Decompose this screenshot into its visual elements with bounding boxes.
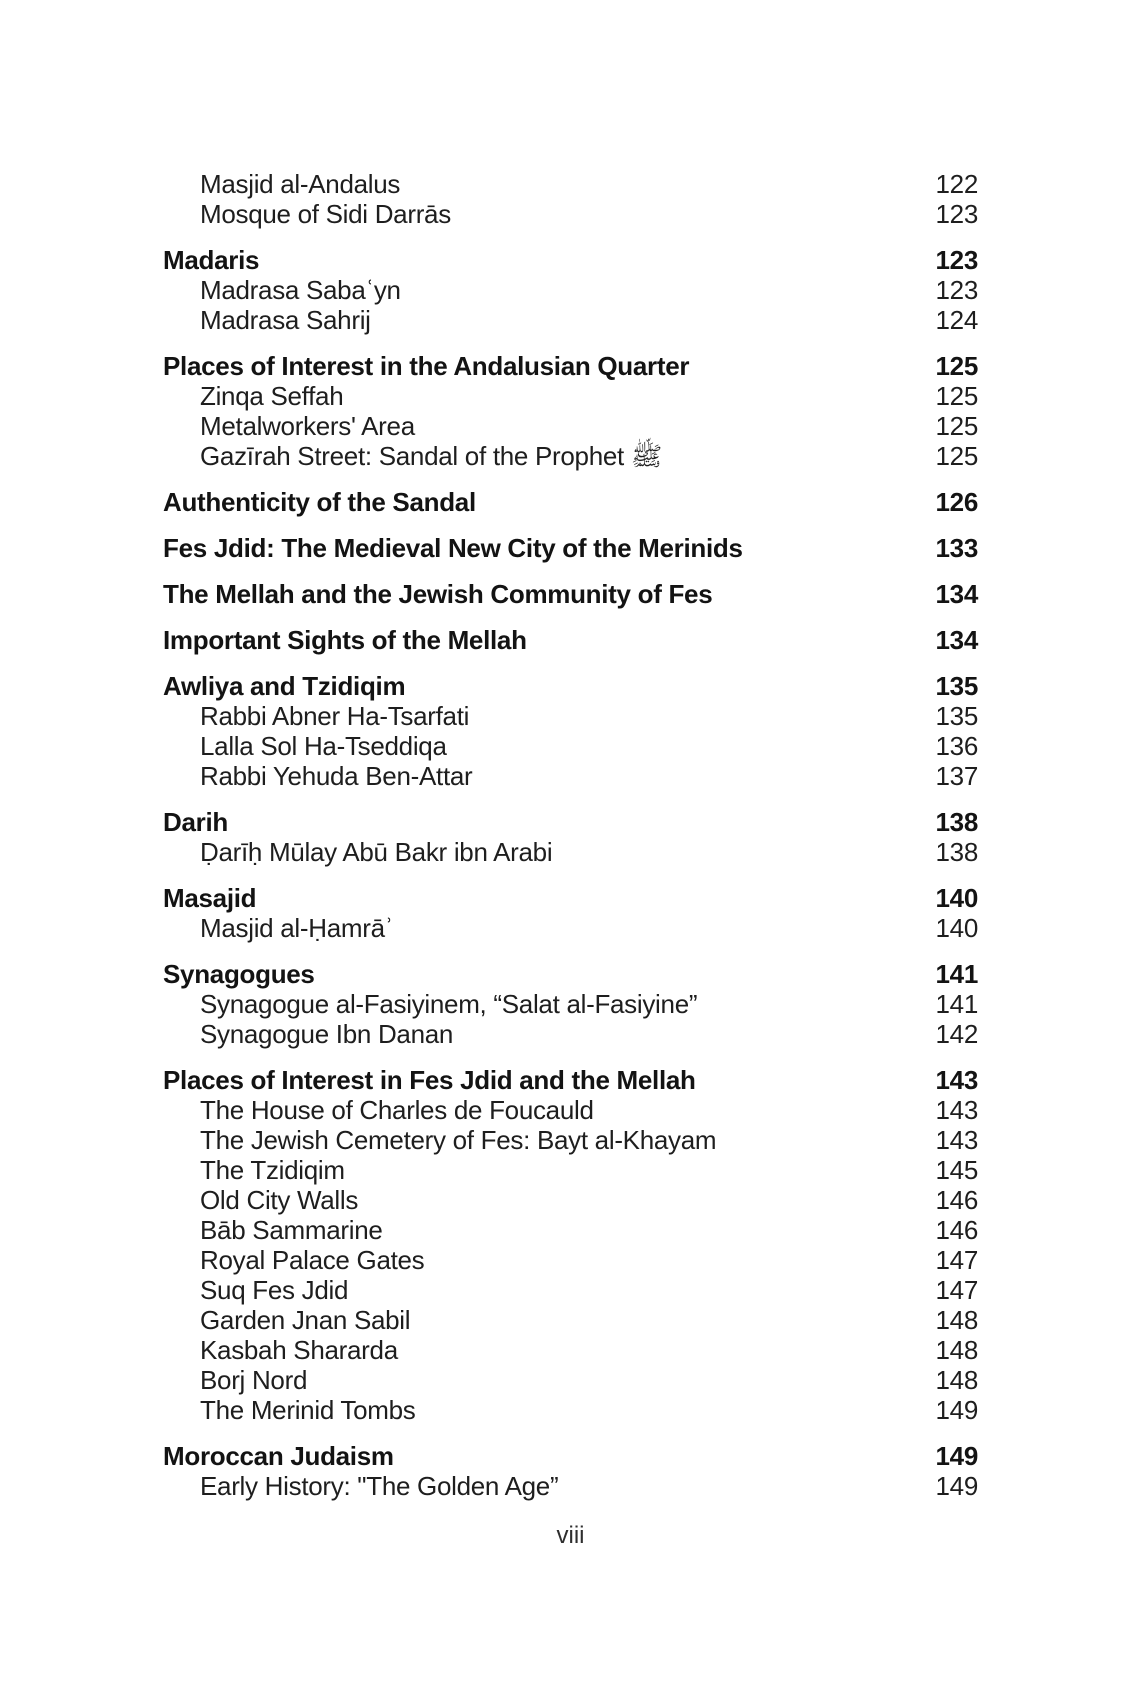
- toc-section: [163, 1065, 978, 1425]
- toc-section: [163, 883, 978, 943]
- toc-item-row: [163, 411, 978, 441]
- toc-item-label: Zinqa Seffah: [200, 381, 344, 411]
- toc-section: [163, 351, 978, 471]
- toc-item-row: [163, 1335, 978, 1365]
- toc-item-page: 145: [935, 1155, 978, 1185]
- toc-heading-row: [163, 533, 978, 563]
- toc-item-page: 146: [935, 1185, 978, 1215]
- toc-item-label: The Jewish Cemetery of Fes: Bayt al-Khayam: [200, 1125, 717, 1155]
- toc-item-row: [163, 1275, 978, 1305]
- toc-heading-label: Places of Interest in the Andalusian Quarter: [163, 351, 690, 381]
- toc-item-row: [163, 305, 978, 335]
- toc-section: [163, 1441, 978, 1501]
- toc-item-label: Metalworkers' Area: [200, 411, 415, 441]
- toc-item-page: 141: [935, 989, 978, 1019]
- toc-item-row: [163, 441, 978, 471]
- toc-item-label: Rabbi Yehuda Ben-Attar: [200, 761, 473, 791]
- toc-section: [163, 245, 978, 335]
- toc-heading-row: [163, 625, 978, 655]
- toc-item-label: Garden Jnan Sabil: [200, 1305, 411, 1335]
- toc-item-row: [163, 1395, 978, 1425]
- toc-item-page: 149: [935, 1395, 978, 1425]
- toc-item-page: 125: [935, 381, 978, 411]
- toc-heading-page: 140: [935, 883, 978, 913]
- toc-item-page: 138: [935, 837, 978, 867]
- toc-item-row: [163, 381, 978, 411]
- toc-heading-row: [163, 1441, 978, 1471]
- toc-heading-label: Madaris: [163, 245, 260, 275]
- toc-heading-row: [163, 579, 978, 609]
- toc-heading-row: [163, 351, 978, 381]
- toc-item-page: 135: [935, 701, 978, 731]
- toc-item-label: Madrasa Sabaʿyn: [200, 275, 401, 305]
- toc-item-row: [163, 837, 978, 867]
- toc-heading-page: 149: [935, 1441, 978, 1471]
- toc-heading-page: 143: [935, 1065, 978, 1095]
- toc-heading-page: 138: [935, 807, 978, 837]
- toc-item-row: [163, 1019, 978, 1049]
- toc-item-label: Synagogue Ibn Danan: [200, 1019, 454, 1049]
- toc-item-row: [163, 1095, 978, 1125]
- toc-heading-page: 126: [935, 487, 978, 517]
- toc-item-page: 147: [935, 1245, 978, 1275]
- toc-heading-page: 134: [935, 625, 978, 655]
- toc-item-label: Suq Fes Jdid: [200, 1275, 349, 1305]
- toc-item-row: [163, 989, 978, 1019]
- toc-item-row: [163, 275, 978, 305]
- page-number-footer: viii: [556, 1522, 585, 1549]
- toc-item-page: 124: [935, 305, 978, 335]
- toc-item-page: 147: [935, 1275, 978, 1305]
- toc-heading-row: [163, 807, 978, 837]
- toc-heading-page: 133: [935, 533, 978, 563]
- toc-item-label: Royal Palace Gates: [200, 1245, 425, 1275]
- toc-item-page: 122: [935, 169, 978, 199]
- toc-item-page: 140: [935, 913, 978, 943]
- toc-heading-row: [163, 671, 978, 701]
- toc-heading-row: [163, 245, 978, 275]
- toc-section: [163, 807, 978, 867]
- toc-section: [163, 671, 978, 791]
- toc-heading-label: Synagogues: [163, 959, 315, 989]
- toc-item-page: 143: [935, 1095, 978, 1125]
- toc-item-label: Old City Walls: [200, 1185, 359, 1215]
- toc-item-row: [163, 701, 978, 731]
- toc-heading-label: Fes Jdid: The Medieval New City of the Merinids: [163, 533, 743, 563]
- toc-heading-page: 141: [935, 959, 978, 989]
- toc-section: [163, 579, 978, 609]
- toc-heading-label: Darih: [163, 807, 228, 837]
- toc-item-row: [163, 169, 978, 199]
- toc-heading-page: 134: [935, 579, 978, 609]
- toc-item-row: [163, 1245, 978, 1275]
- toc-heading-row: [163, 1065, 978, 1095]
- toc-item-label: Early History: "The Golden Age”: [200, 1471, 559, 1501]
- toc-section: [163, 533, 978, 563]
- toc-item-label: Gazīrah Street: Sandal of the Prophet ﷺ: [200, 441, 663, 471]
- toc-heading-row: [163, 487, 978, 517]
- toc-section: [163, 169, 978, 229]
- toc-item-label: Kasbah Shararda: [200, 1335, 398, 1365]
- toc-item-row: [163, 1305, 978, 1335]
- toc-item-page: 146: [935, 1215, 978, 1245]
- toc-item-page: 137: [935, 761, 978, 791]
- toc-section: [163, 487, 978, 517]
- toc-item-page: 123: [935, 199, 978, 229]
- toc-heading-label: Places of Interest in Fes Jdid and the Mellah: [163, 1065, 696, 1095]
- toc-heading-page: 123: [935, 245, 978, 275]
- toc-item-page: 136: [935, 731, 978, 761]
- toc-item-page: 148: [935, 1305, 978, 1335]
- toc-section: [163, 625, 978, 655]
- toc-item-row: [163, 761, 978, 791]
- toc-heading-label: Masajid: [163, 883, 257, 913]
- toc-heading-label: Awliya and Tzidiqim: [163, 671, 406, 701]
- toc-heading-label: The Mellah and the Jewish Community of Fes: [163, 579, 713, 609]
- toc-item-label: The House of Charles de Foucauld: [200, 1095, 594, 1125]
- toc-item-row: [163, 1155, 978, 1185]
- toc-heading-row: [163, 883, 978, 913]
- toc-heading-label: Important Sights of the Mellah: [163, 625, 527, 655]
- toc-item-label: Bāb Sammarine: [200, 1215, 383, 1245]
- toc-item-page: 148: [935, 1365, 978, 1395]
- toc-item-row: [163, 913, 978, 943]
- toc-item-label: The Merinid Tombs: [200, 1395, 416, 1425]
- toc-item-page: 149: [935, 1471, 978, 1501]
- toc-item-row: [163, 1125, 978, 1155]
- toc-section: [163, 959, 978, 1049]
- toc-item-label: Rabbi Abner Ha-Tsarfati: [200, 701, 470, 731]
- toc-item-page: 125: [935, 411, 978, 441]
- toc-item-label: The Tzidiqim: [200, 1155, 345, 1185]
- toc-heading-page: 125: [935, 351, 978, 381]
- toc-item-row: [163, 731, 978, 761]
- toc-item-page: 148: [935, 1335, 978, 1365]
- toc-item-page: 123: [935, 275, 978, 305]
- toc-item-label: Masjid al-Andalus: [200, 169, 401, 199]
- toc-item-label: Mosque of Sidi Darrās: [200, 199, 451, 229]
- table-of-contents: [163, 169, 978, 1501]
- toc-item-label: Borj Nord: [200, 1365, 308, 1395]
- toc-item-row: [163, 1185, 978, 1215]
- toc-item-row: [163, 1365, 978, 1395]
- toc-item-row: [163, 1471, 978, 1501]
- toc-heading-label: Authenticity of the Sandal: [163, 487, 476, 517]
- toc-item-page: 143: [935, 1125, 978, 1155]
- toc-heading-row: [163, 959, 978, 989]
- toc-item-row: [163, 199, 978, 229]
- toc-item-label: Synagogue al-Fasiyinem, “Salat al-Fasiyine”: [200, 989, 698, 1019]
- toc-item-row: [163, 1215, 978, 1245]
- toc-heading-label: Moroccan Judaism: [163, 1441, 394, 1471]
- toc-heading-page: 135: [935, 671, 978, 701]
- toc-item-label: Masjid al-Ḥamrāʾ: [200, 913, 394, 943]
- toc-item-label: Madrasa Sahrij: [200, 305, 371, 335]
- toc-item-label: Ḍarīḥ Mūlay Abū Bakr ibn Arabi: [200, 837, 553, 867]
- toc-item-page: 142: [935, 1019, 978, 1049]
- toc-item-page: 125: [935, 441, 978, 471]
- toc-item-label: Lalla Sol Ha-Tseddiqa: [200, 731, 447, 761]
